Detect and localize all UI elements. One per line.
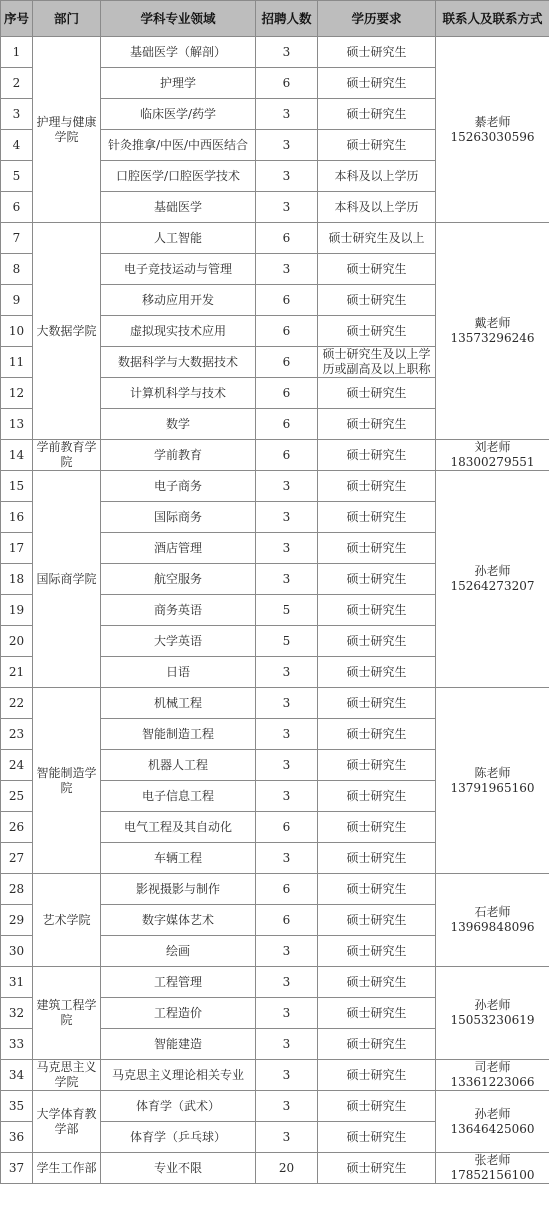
education-requirement: 硕士研究生 (318, 874, 436, 905)
contact-phone: 13969848096 (450, 920, 535, 934)
hiring-count: 5 (256, 626, 318, 657)
row-index: 18 (1, 564, 33, 595)
col-header-count: 招聘人数 (256, 1, 318, 37)
major-field: 大学英语 (101, 626, 256, 657)
hiring-count: 6 (256, 316, 318, 347)
row-index: 21 (1, 657, 33, 688)
hiring-count: 6 (256, 874, 318, 905)
major-field: 日语 (101, 657, 256, 688)
contact-cell (436, 874, 549, 967)
education-requirement: 硕士研究生 (318, 1091, 436, 1122)
hiring-count: 3 (256, 998, 318, 1029)
hiring-count: 5 (256, 595, 318, 626)
row-index: 36 (1, 1122, 33, 1153)
row-index: 28 (1, 874, 33, 905)
col-header-education: 学历要求 (318, 1, 436, 37)
major-field: 电子竞技运动与管理 (101, 254, 256, 285)
education-requirement: 硕士研究生 (318, 626, 436, 657)
major-field: 电子商务 (101, 471, 256, 502)
row-index: 31 (1, 967, 33, 998)
col-header-contact: 联系人及联系方式 (436, 1, 549, 37)
department-name: 艺术学院 (33, 874, 101, 967)
major-field: 工程管理 (101, 967, 256, 998)
contact-name: 孙老师 (474, 564, 511, 578)
department-name: 马克思主义学院 (33, 1060, 101, 1091)
major-field: 移动应用开发 (101, 285, 256, 316)
row-index: 4 (1, 130, 33, 161)
education-requirement: 硕士研究生 (318, 37, 436, 68)
contact-phone: 13361223066 (450, 1075, 535, 1089)
row-index: 1 (1, 37, 33, 68)
department-name: 智能制造学院 (33, 688, 101, 874)
table-row (1, 223, 549, 254)
major-field: 临床医学/药学 (101, 99, 256, 130)
major-field: 国际商务 (101, 502, 256, 533)
hiring-count: 20 (256, 1153, 318, 1184)
row-index: 33 (1, 1029, 33, 1060)
row-index: 14 (1, 440, 33, 471)
major-field: 机械工程 (101, 688, 256, 719)
contact-phone: 15264273207 (450, 579, 535, 593)
contact-cell (436, 1060, 549, 1091)
contact-name: 石老师 (474, 905, 511, 919)
hiring-count: 3 (256, 254, 318, 285)
education-requirement: 硕士研究生 (318, 1122, 436, 1153)
hiring-count: 6 (256, 905, 318, 936)
major-field: 绘画 (101, 936, 256, 967)
education-requirement: 硕士研究生 (318, 905, 436, 936)
contact-cell (436, 967, 549, 1060)
education-requirement: 硕士研究生 (318, 285, 436, 316)
hiring-count: 3 (256, 1122, 318, 1153)
education-requirement: 硕士研究生 (318, 781, 436, 812)
contact-phone: 15053230619 (450, 1013, 535, 1027)
education-requirement: 本科及以上学历 (318, 161, 436, 192)
education-requirement: 硕士研究生及以上学历或副高及以上职称 (318, 347, 436, 378)
department-name: 护理与健康学院 (33, 37, 101, 223)
contact-phone: 13791965160 (450, 780, 535, 795)
row-index: 26 (1, 812, 33, 843)
department-name: 大学体育教学部 (33, 1091, 101, 1153)
contact-name: 刘老师 (474, 440, 511, 454)
row-index: 12 (1, 378, 33, 409)
row-index: 22 (1, 688, 33, 719)
hiring-count: 3 (256, 719, 318, 750)
row-index: 34 (1, 1060, 33, 1091)
col-header-major: 学科专业领域 (101, 1, 256, 37)
hiring-count: 3 (256, 1091, 318, 1122)
major-field: 数学 (101, 409, 256, 440)
major-field: 电子信息工程 (101, 781, 256, 812)
row-index: 19 (1, 595, 33, 626)
contact-name: 陈老师 (474, 765, 511, 780)
major-field: 马克思主义理论相关专业 (101, 1060, 256, 1091)
major-field: 酒店管理 (101, 533, 256, 564)
row-index: 32 (1, 998, 33, 1029)
major-field: 工程造价 (101, 998, 256, 1029)
row-index: 24 (1, 750, 33, 781)
major-field: 数字媒体艺术 (101, 905, 256, 936)
education-requirement: 硕士研究生 (318, 750, 436, 781)
major-field: 车辆工程 (101, 843, 256, 874)
row-index: 7 (1, 223, 33, 254)
row-index: 3 (1, 99, 33, 130)
contact-cell (436, 37, 549, 223)
table-body (1, 37, 549, 1184)
contact-phone: 13573296246 (450, 331, 535, 345)
row-index: 27 (1, 843, 33, 874)
row-index: 5 (1, 161, 33, 192)
hiring-count: 6 (256, 812, 318, 843)
major-field: 商务英语 (101, 595, 256, 626)
hiring-count: 6 (256, 223, 318, 254)
hiring-count: 3 (256, 99, 318, 130)
hiring-count: 3 (256, 781, 318, 812)
row-index: 30 (1, 936, 33, 967)
contact-name: 张老师 (474, 1153, 511, 1167)
contact-cell (436, 1153, 549, 1184)
education-requirement: 硕士研究生 (318, 502, 436, 533)
education-requirement: 硕士研究生 (318, 471, 436, 502)
table-row (1, 37, 549, 68)
hiring-count: 3 (256, 1060, 318, 1091)
major-field: 影视摄影与制作 (101, 874, 256, 905)
contact-phone: 17852156100 (450, 1168, 535, 1182)
major-field: 体育学（武术） (101, 1091, 256, 1122)
major-field: 基础医学 (101, 192, 256, 223)
department-name: 大数据学院 (33, 223, 101, 440)
major-field: 虚拟现实技术应用 (101, 316, 256, 347)
row-index: 8 (1, 254, 33, 285)
hiring-count: 3 (256, 688, 318, 719)
hiring-count: 3 (256, 967, 318, 998)
education-requirement: 硕士研究生 (318, 68, 436, 99)
hiring-count: 3 (256, 657, 318, 688)
contact-name: 戴老师 (474, 316, 511, 330)
major-field: 人工智能 (101, 223, 256, 254)
row-index: 20 (1, 626, 33, 657)
hiring-count: 6 (256, 440, 318, 471)
hiring-count: 3 (256, 161, 318, 192)
department-name: 学生工作部 (33, 1153, 101, 1184)
table-row (1, 967, 549, 998)
education-requirement: 硕士研究生 (318, 409, 436, 440)
department-name: 建筑工程学院 (33, 967, 101, 1060)
hiring-count: 6 (256, 378, 318, 409)
contact-name: 孙老师 (474, 998, 511, 1012)
hiring-count: 3 (256, 1029, 318, 1060)
education-requirement: 硕士研究生 (318, 936, 436, 967)
hiring-count: 3 (256, 130, 318, 161)
education-requirement: 硕士研究生 (318, 130, 436, 161)
hiring-count: 6 (256, 68, 318, 99)
education-requirement: 硕士研究生 (318, 254, 436, 285)
row-index: 9 (1, 285, 33, 316)
row-index: 10 (1, 316, 33, 347)
row-index: 16 (1, 502, 33, 533)
hiring-count: 3 (256, 533, 318, 564)
hiring-count: 3 (256, 936, 318, 967)
education-requirement: 硕士研究生 (318, 1153, 436, 1184)
education-requirement: 硕士研究生 (318, 316, 436, 347)
major-field: 护理学 (101, 68, 256, 99)
row-index: 6 (1, 192, 33, 223)
education-requirement: 硕士研究生 (318, 812, 436, 843)
education-requirement: 硕士研究生 (318, 719, 436, 750)
major-field: 电气工程及其自动化 (101, 812, 256, 843)
education-requirement: 硕士研究生 (318, 843, 436, 874)
major-field: 体育学（乒乓球） (101, 1122, 256, 1153)
education-requirement: 硕士研究生 (318, 595, 436, 626)
contact-phone: 18300279551 (450, 455, 535, 469)
education-requirement: 硕士研究生及以上 (318, 223, 436, 254)
row-index: 29 (1, 905, 33, 936)
education-requirement: 本科及以上学历 (318, 192, 436, 223)
table-row (1, 440, 549, 471)
contact-name: 綦老师 (474, 114, 511, 129)
row-index: 17 (1, 533, 33, 564)
major-field: 智能建造 (101, 1029, 256, 1060)
contact-cell (436, 440, 549, 471)
contact-cell (436, 471, 549, 688)
hiring-count: 3 (256, 750, 318, 781)
contact-name: 孙老师 (474, 1106, 511, 1121)
contact-phone: 13646425060 (450, 1121, 535, 1136)
row-index: 37 (1, 1153, 33, 1184)
education-requirement: 硕士研究生 (318, 440, 436, 471)
table-row (1, 1153, 549, 1184)
department-name: 国际商学院 (33, 471, 101, 688)
table-row (1, 874, 549, 905)
row-index: 15 (1, 471, 33, 502)
hiring-count: 3 (256, 843, 318, 874)
table-row (1, 688, 549, 719)
education-requirement: 硕士研究生 (318, 967, 436, 998)
hiring-count: 3 (256, 192, 318, 223)
row-index: 2 (1, 68, 33, 99)
col-header-department: 部门 (33, 1, 101, 37)
hiring-count: 3 (256, 564, 318, 595)
contact-cell (436, 223, 549, 440)
contact-cell (436, 1091, 549, 1153)
major-field: 口腔医学/口腔医学技术 (101, 161, 256, 192)
hiring-count: 3 (256, 471, 318, 502)
hiring-count: 6 (256, 347, 318, 378)
education-requirement: 硕士研究生 (318, 99, 436, 130)
major-field: 航空服务 (101, 564, 256, 595)
row-index: 35 (1, 1091, 33, 1122)
education-requirement: 硕士研究生 (318, 1029, 436, 1060)
row-index: 11 (1, 347, 33, 378)
row-index: 25 (1, 781, 33, 812)
col-header-index: 序号 (1, 1, 33, 37)
education-requirement: 硕士研究生 (318, 533, 436, 564)
major-field: 针灸推拿/中医/中西医结合 (101, 130, 256, 161)
education-requirement: 硕士研究生 (318, 564, 436, 595)
contact-cell (436, 688, 549, 874)
hiring-count: 6 (256, 409, 318, 440)
contact-phone: 15263030596 (450, 129, 535, 144)
table-row (1, 1060, 549, 1091)
header-row (1, 1, 549, 37)
education-requirement: 硕士研究生 (318, 378, 436, 409)
major-field: 学前教育 (101, 440, 256, 471)
major-field: 智能制造工程 (101, 719, 256, 750)
education-requirement: 硕士研究生 (318, 657, 436, 688)
row-index: 13 (1, 409, 33, 440)
major-field: 计算机科学与技术 (101, 378, 256, 409)
table-row (1, 471, 549, 502)
major-field: 基础医学（解剖） (101, 37, 256, 68)
row-index: 23 (1, 719, 33, 750)
hiring-count: 3 (256, 502, 318, 533)
table-row (1, 1091, 549, 1122)
contact-name: 司老师 (474, 1060, 511, 1074)
education-requirement: 硕士研究生 (318, 998, 436, 1029)
major-field: 机器人工程 (101, 750, 256, 781)
department-name: 学前教育学院 (33, 440, 101, 471)
hiring-count: 3 (256, 37, 318, 68)
major-field: 专业不限 (101, 1153, 256, 1184)
education-requirement: 硕士研究生 (318, 688, 436, 719)
major-field: 数据科学与大数据技术 (101, 347, 256, 378)
education-requirement: 硕士研究生 (318, 1060, 436, 1091)
hiring-count: 6 (256, 285, 318, 316)
